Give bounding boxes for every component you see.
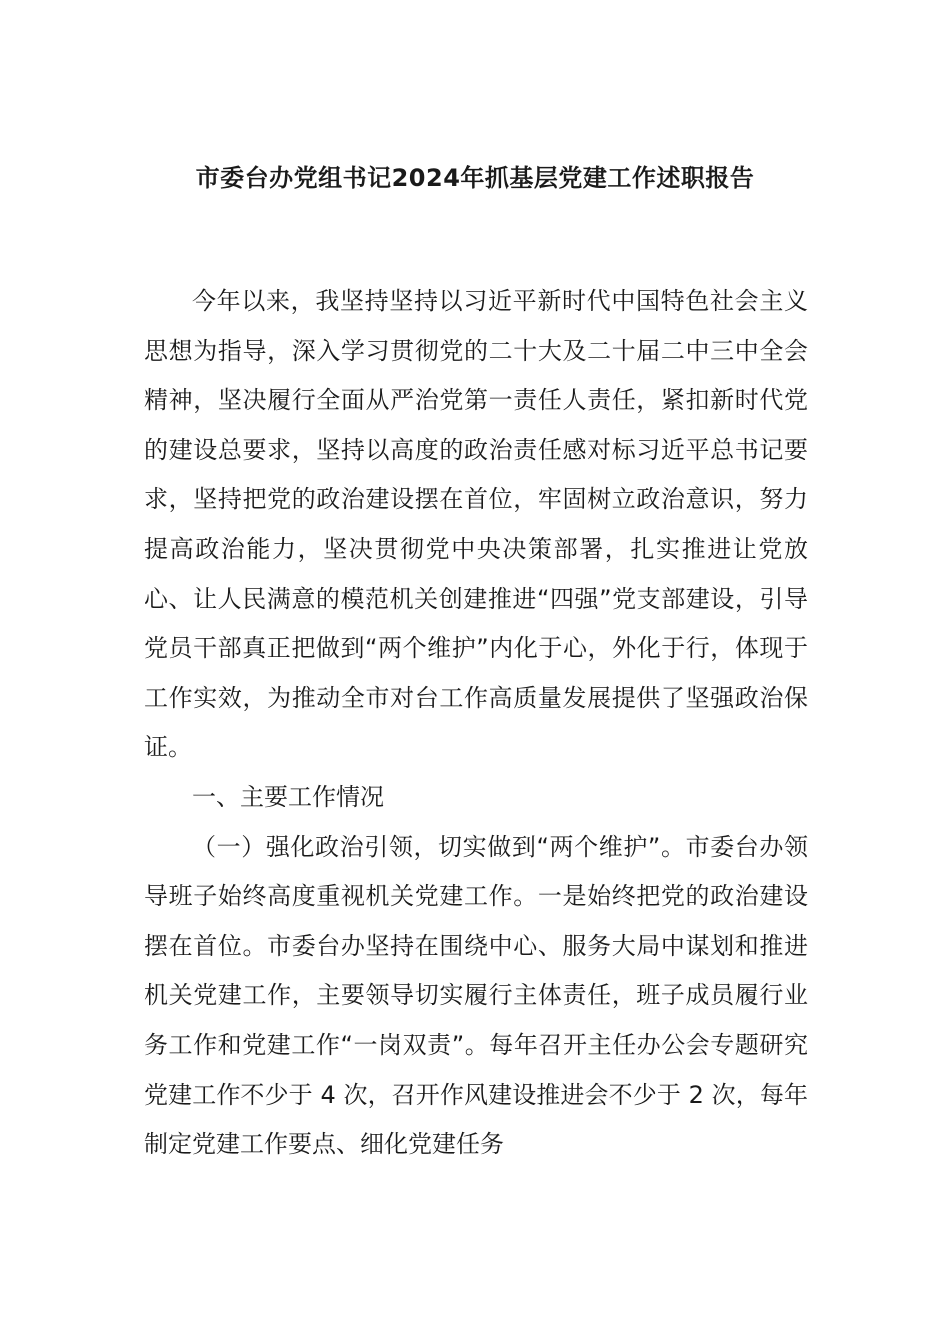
subsection-paragraph: （一）强化政治引领，切实做到“两个维护”。市委台办领导班子始终高度重视机关党建工作。一是始终把党的政治建设摆在首位。市委台办坚持在围绕中心、服务大局中谋划和推进机关党建工作，主要领导切实履行主体责任，班子成员履行业务工作和党建工作“一岗双责”。每年召开主任办公会专题研究党建工作不少于 4 次，召开作风建设推进会不少于 2 次，每年制定党建工作要点、细化党建任务: [144, 832, 808, 1159]
document-body: [144, 277, 808, 1170]
intro-paragraph: 今年以来，我坚持坚持以习近平新时代中国特色社会主义思想为指导，深入学习贯彻党的二十大及二十届二中三中全会精神，坚决履行全面从严治党第一责任人责任，紧扣新时代党的建设总要求，坚持以高度的政治责任感对标习近平总书记要求，坚持把党的政治建设摆在首位，牢固树立政治意识，努力提高政治能力，坚决贯彻党中央决策部署，扎实推进让党放心、让人民满意的模范机关创建推进“四强”党支部建设，引导党员干部真正把做到“两个维护”内化于心，外化于行，体现于工作实效，为推动全市对台工作高质量发展提供了坚强政治保证。: [144, 287, 808, 762]
section-heading: 一、主要工作情况: [192, 782, 384, 811]
document-title: 市委台办党组书记2024年抓基层党建工作述职报告: [195, 164, 755, 192]
